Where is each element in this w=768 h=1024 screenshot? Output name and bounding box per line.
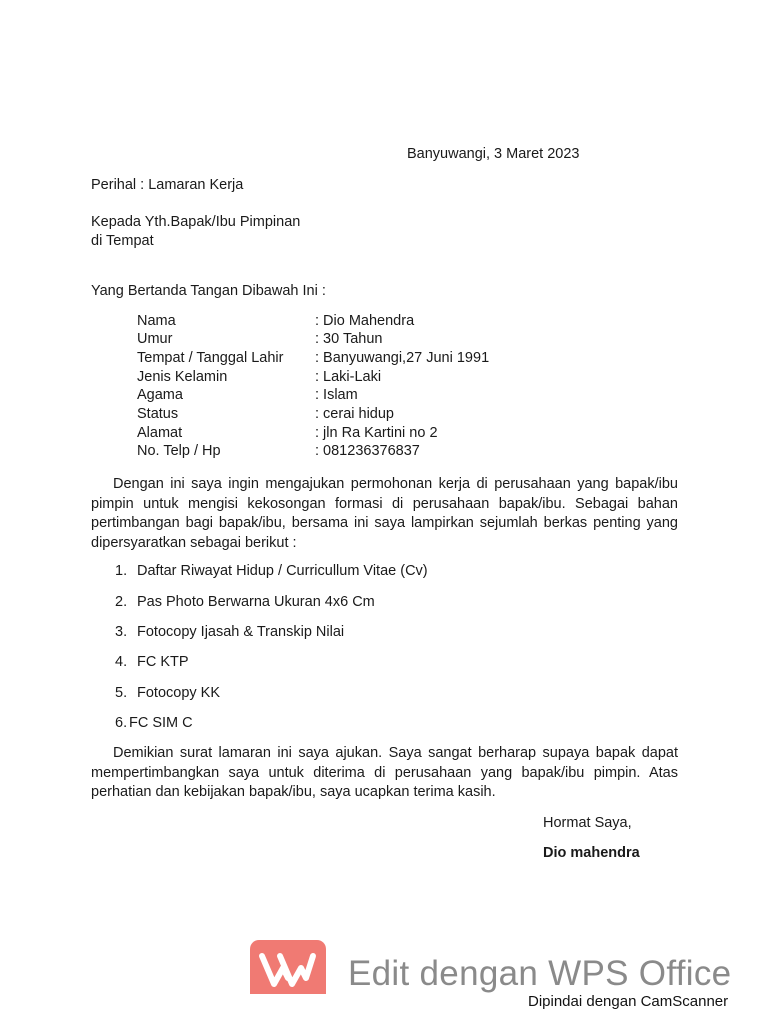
camscanner-watermark: Dipindai dengan CamScanner: [528, 993, 729, 1010]
subject-line: Perihal : Lamaran Kerja: [91, 177, 244, 193]
identity-value: : Laki-Laki: [315, 369, 382, 385]
wps-edit-link[interactable]: Edit dengan WPS Office: [348, 954, 732, 993]
place-date: Banyuwangi, 3 Maret 2023: [407, 146, 580, 162]
identity-value: : jln Ra Kartini no 2: [315, 425, 438, 441]
list-item-text: FC KTP: [137, 654, 189, 670]
list-item-number: 2.: [115, 594, 128, 610]
identity-value: : cerai hidup: [315, 406, 394, 422]
list-item-number: 4.: [115, 654, 128, 670]
identity-label: Umur: [137, 331, 173, 347]
identity-label: Status: [137, 406, 179, 422]
intro-line: Yang Bertanda Tangan Dibawah Ini :: [91, 283, 326, 299]
identity-label: Jenis Kelamin: [137, 369, 228, 385]
recipient-line-1: Kepada Yth.Bapak/Ibu Pimpinan: [91, 214, 301, 230]
identity-value: : 30 Tahun: [315, 331, 383, 347]
body-paragraph-1-text: Dengan ini saya ingin mengajukan permohonan kerja di perusahaan yang bapak/ibu pimpin untuk mengisi kekosongan formasi di perusahaan bapak/ibu. Sebagai bahan pertimbangan bagi bapak/ibu, bersama ini saya lampirkan sejumlah berkas penting yang dipersyaratkan sebagai berikut :: [91, 476, 678, 551]
signature-name: Dio mahendra: [543, 845, 640, 861]
list-item-number: 3.: [115, 624, 128, 640]
identity-label: Alamat: [137, 425, 183, 441]
body-paragraph-2-text: Demikian surat lamaran ini saya ajukan. Saya sangat berharap supaya bapak dapat mempertimbangkan saya untuk diterima di perusahaan yang bapak/ibu pimpin. Atas perhatian dan kebijakan bapak/ibu, saya ucapkan terima kasih.: [91, 745, 678, 800]
identity-value: : Dio Mahendra: [315, 313, 415, 329]
body-paragraph-2: [91, 744, 678, 803]
list-item-number: 1.: [115, 563, 128, 579]
list-item-text: FC SIM C: [129, 715, 193, 731]
identity-value: : 081236376837: [315, 443, 420, 459]
identity-label: No. Telp / Hp: [137, 443, 221, 459]
list-item-text: Fotocopy Ijasah & Transkip Nilai: [137, 624, 345, 640]
list-item-number: 6.: [115, 715, 128, 731]
identity-value: : Islam: [315, 387, 358, 403]
wps-logo-icon[interactable]: [250, 940, 326, 994]
list-item-text: Fotocopy KK: [137, 685, 221, 701]
identity-label: Nama: [137, 313, 176, 329]
recipient-line-2: di Tempat: [91, 233, 154, 249]
identity-label: Agama: [137, 387, 183, 403]
body-paragraph-1: [91, 475, 678, 553]
list-item-text: Daftar Riwayat Hidup / Curricullum Vitae (Cv): [137, 563, 428, 579]
identity-value: : Banyuwangi,27 Juni 1991: [315, 350, 490, 366]
list-item-number: 5.: [115, 685, 128, 701]
closing-line: Hormat Saya,: [543, 815, 632, 831]
identity-label: Tempat / Tanggal Lahir: [137, 350, 284, 366]
list-item-text: Pas Photo Berwarna Ukuran 4x6 Cm: [137, 594, 375, 610]
